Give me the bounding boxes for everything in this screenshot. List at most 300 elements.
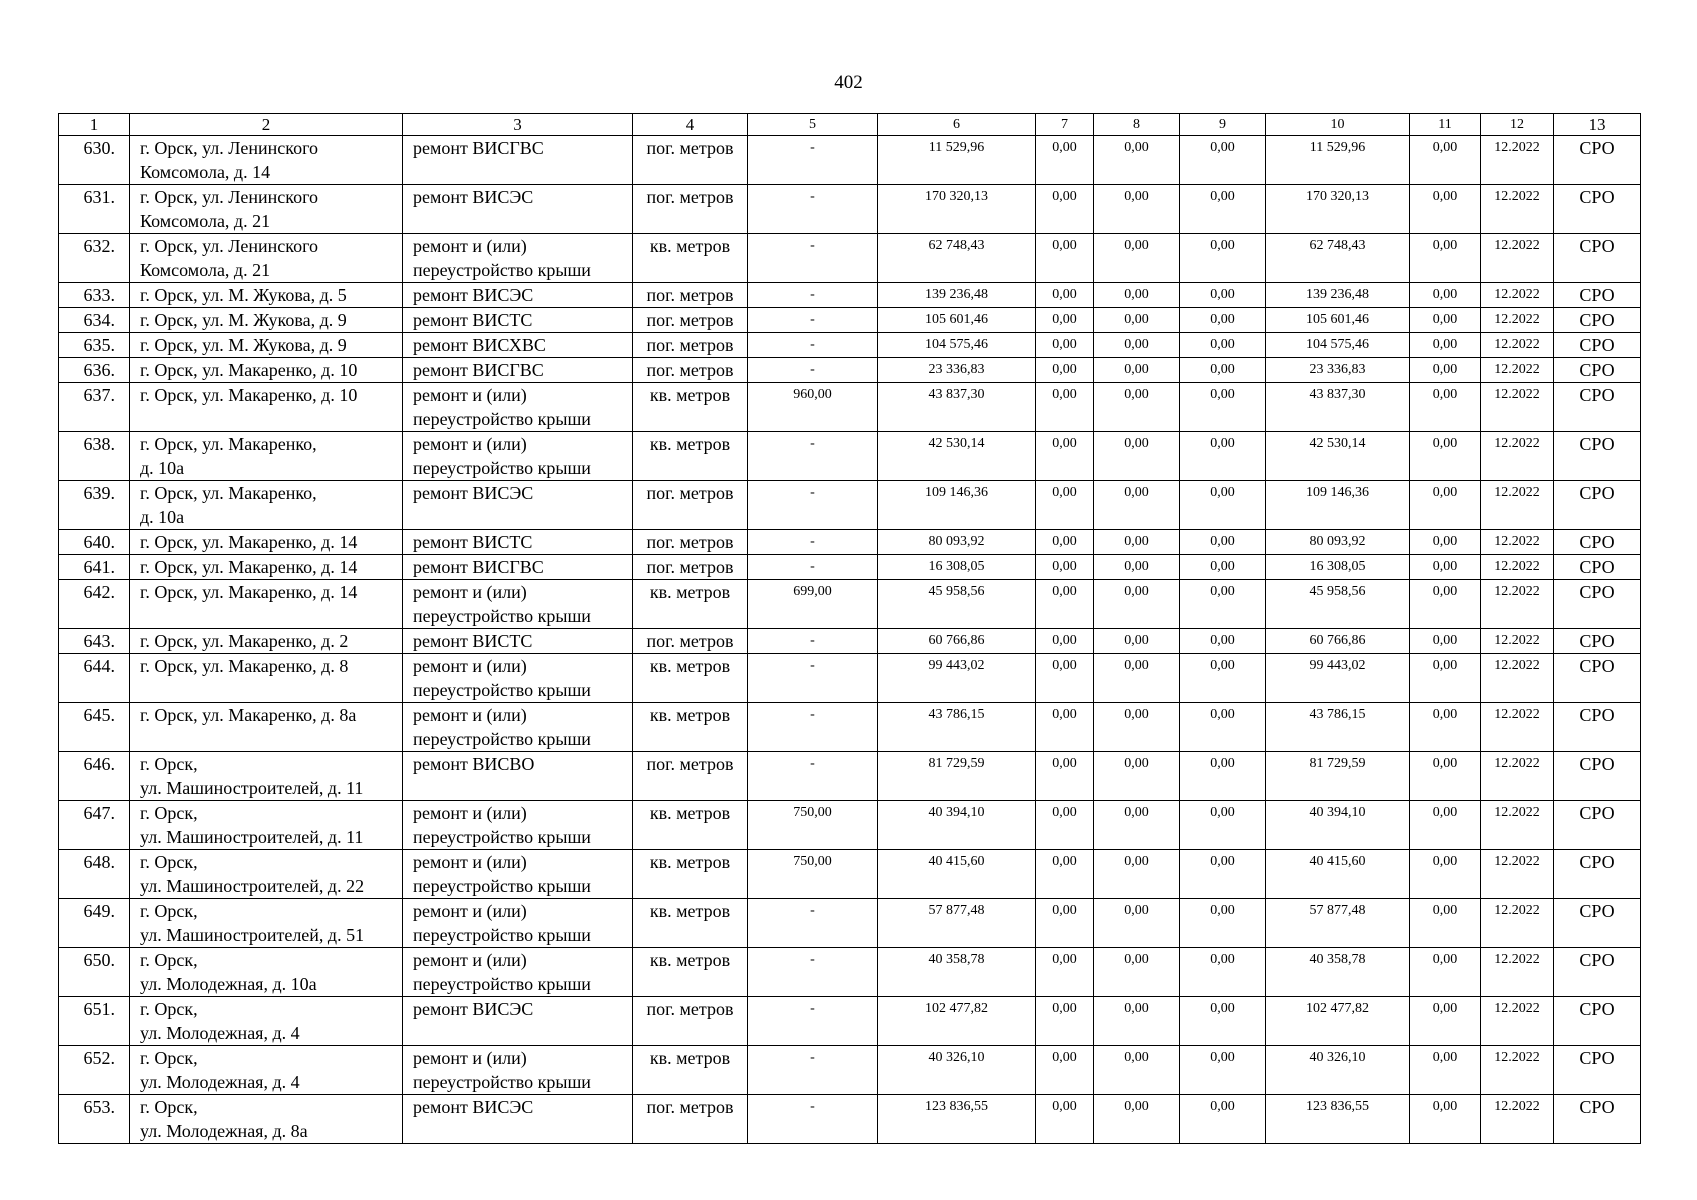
header-cell: 10 xyxy=(1266,114,1410,136)
total-cost-cell: 40 415,60 xyxy=(878,850,1036,899)
owner-funds-cell: 139 236,48 xyxy=(1266,283,1410,308)
work-type-line: ремонт и (или) xyxy=(413,950,527,970)
unit-cell: кв. метров xyxy=(633,899,748,948)
cost-cell: 0,00 xyxy=(1036,580,1094,629)
owner-funds-cell: 40 326,10 xyxy=(1266,1046,1410,1095)
address-line: г. Орск, xyxy=(140,901,198,921)
row-number-cell: 633. xyxy=(59,283,130,308)
unit-cell: пог. метров xyxy=(633,136,748,185)
cost-cell: 0,00 xyxy=(1094,333,1180,358)
address-line: г. Орск, ул. Ленинского xyxy=(140,138,319,158)
owner-funds-cell: 45 958,56 xyxy=(1266,580,1410,629)
work-type-line: ремонт и (или) xyxy=(413,1048,527,1068)
unit-cell: пог. метров xyxy=(633,629,748,654)
deadline-cell: 12.2022 xyxy=(1481,234,1554,283)
work-type-cell xyxy=(403,136,633,185)
method-cell: СРО xyxy=(1554,1046,1641,1095)
work-type-cell xyxy=(403,185,633,234)
header-cell: 2 xyxy=(130,114,403,136)
cost-cell: 0,00 xyxy=(1036,358,1094,383)
address-cell xyxy=(130,703,403,752)
header-cell: 4 xyxy=(633,114,748,136)
work-type-line: ремонт ВИСЭС xyxy=(413,285,534,305)
address-line: г. Орск, xyxy=(140,1048,198,1068)
table-row xyxy=(59,801,1641,850)
total-cost-cell: 62 748,43 xyxy=(878,234,1036,283)
volume-cell: - xyxy=(748,555,878,580)
method-cell: СРО xyxy=(1554,432,1641,481)
address-cell xyxy=(130,555,403,580)
unit-cell: пог. метров xyxy=(633,1095,748,1144)
cost-cell: 0,00 xyxy=(1036,530,1094,555)
page-number: 402 xyxy=(834,72,863,93)
address-cell xyxy=(130,530,403,555)
method-cell: СРО xyxy=(1554,654,1641,703)
total-cost-cell: 40 394,10 xyxy=(878,801,1036,850)
row-number-cell: 641. xyxy=(59,555,130,580)
address-cell xyxy=(130,997,403,1046)
deadline-cell: 12.2022 xyxy=(1481,530,1554,555)
cost-cell: 0,00 xyxy=(1180,308,1266,333)
cost-cell: 0,00 xyxy=(1094,752,1180,801)
volume-cell: - xyxy=(748,234,878,283)
cost-cell: 0,00 xyxy=(1410,1095,1481,1144)
cost-cell: 0,00 xyxy=(1036,899,1094,948)
total-cost-cell: 123 836,55 xyxy=(878,1095,1036,1144)
address-line: г. Орск, ул. М. Жукова, д. 9 xyxy=(140,310,347,330)
deadline-cell: 12.2022 xyxy=(1481,801,1554,850)
work-type-line: ремонт и (или) xyxy=(413,434,527,454)
volume-cell: - xyxy=(748,308,878,333)
method-cell: СРО xyxy=(1554,629,1641,654)
cost-cell: 0,00 xyxy=(1094,185,1180,234)
row-number-cell: 650. xyxy=(59,948,130,997)
cost-cell: 0,00 xyxy=(1036,333,1094,358)
row-number-cell: 636. xyxy=(59,358,130,383)
method-cell: СРО xyxy=(1554,530,1641,555)
volume-cell: 960,00 xyxy=(748,383,878,432)
cost-cell: 0,00 xyxy=(1036,752,1094,801)
cost-cell: 0,00 xyxy=(1410,136,1481,185)
work-type-cell xyxy=(403,432,633,481)
work-type-line: переустройство крыши xyxy=(413,729,591,749)
cost-cell: 0,00 xyxy=(1180,283,1266,308)
method-cell: СРО xyxy=(1554,580,1641,629)
cost-cell: 0,00 xyxy=(1180,530,1266,555)
owner-funds-cell: 170 320,13 xyxy=(1266,185,1410,234)
address-line: г. Орск, xyxy=(140,852,198,872)
cost-cell: 0,00 xyxy=(1410,234,1481,283)
work-type-cell xyxy=(403,481,633,530)
volume-cell: - xyxy=(748,283,878,308)
owner-funds-cell: 40 358,78 xyxy=(1266,948,1410,997)
cost-cell: 0,00 xyxy=(1180,1095,1266,1144)
cost-cell: 0,00 xyxy=(1036,997,1094,1046)
cost-cell: 0,00 xyxy=(1180,752,1266,801)
work-type-cell xyxy=(403,530,633,555)
cost-cell: 0,00 xyxy=(1410,997,1481,1046)
table-row xyxy=(59,899,1641,948)
address-line: г. Орск, ул. Макаренко, д. 10 xyxy=(140,360,358,380)
table-row xyxy=(59,481,1641,530)
deadline-cell: 12.2022 xyxy=(1481,185,1554,234)
unit-cell: пог. метров xyxy=(633,185,748,234)
work-type-line: ремонт ВИСТС xyxy=(413,310,533,330)
work-type-cell xyxy=(403,629,633,654)
address-cell xyxy=(130,432,403,481)
row-number-cell: 653. xyxy=(59,1095,130,1144)
cost-cell: 0,00 xyxy=(1180,654,1266,703)
address-line: г. Орск, ул. Макаренко, xyxy=(140,483,317,503)
total-cost-cell: 43 786,15 xyxy=(878,703,1036,752)
cost-cell: 0,00 xyxy=(1180,997,1266,1046)
total-cost-cell: 104 575,46 xyxy=(878,333,1036,358)
total-cost-cell: 60 766,86 xyxy=(878,629,1036,654)
table-row xyxy=(59,703,1641,752)
cost-cell: 0,00 xyxy=(1180,629,1266,654)
method-cell: СРО xyxy=(1554,752,1641,801)
row-number-cell: 632. xyxy=(59,234,130,283)
owner-funds-cell: 109 146,36 xyxy=(1266,481,1410,530)
method-cell: СРО xyxy=(1554,383,1641,432)
row-number-cell: 644. xyxy=(59,654,130,703)
cost-cell: 0,00 xyxy=(1410,358,1481,383)
table-row xyxy=(59,234,1641,283)
deadline-cell: 12.2022 xyxy=(1481,850,1554,899)
work-type-line: ремонт ВИСВО xyxy=(413,754,535,774)
address-cell xyxy=(130,801,403,850)
deadline-cell: 12.2022 xyxy=(1481,333,1554,358)
cost-cell: 0,00 xyxy=(1410,801,1481,850)
address-line: г. Орск, ул. Макаренко, д. 14 xyxy=(140,532,358,552)
work-type-cell xyxy=(403,308,633,333)
work-type-line: переустройство крыши xyxy=(413,409,591,429)
work-type-line: переустройство крыши xyxy=(413,680,591,700)
cost-cell: 0,00 xyxy=(1180,899,1266,948)
row-number-cell: 637. xyxy=(59,383,130,432)
work-type-line: ремонт ВИСГВС xyxy=(413,138,544,158)
unit-cell: кв. метров xyxy=(633,580,748,629)
method-cell: СРО xyxy=(1554,358,1641,383)
method-cell: СРО xyxy=(1554,333,1641,358)
address-line: ул. Молодежная, д. 8а xyxy=(140,1121,308,1141)
volume-cell: - xyxy=(748,654,878,703)
total-cost-cell: 57 877,48 xyxy=(878,899,1036,948)
address-line: Комсомола, д. 21 xyxy=(140,260,271,280)
cost-cell: 0,00 xyxy=(1180,703,1266,752)
address-cell xyxy=(130,234,403,283)
unit-cell: пог. метров xyxy=(633,358,748,383)
work-type-line: ремонт ВИСЭС xyxy=(413,999,534,1019)
method-cell: СРО xyxy=(1554,185,1641,234)
work-type-line: переустройство крыши xyxy=(413,974,591,994)
cost-cell: 0,00 xyxy=(1094,1046,1180,1095)
work-type-cell xyxy=(403,703,633,752)
method-cell: СРО xyxy=(1554,283,1641,308)
cost-cell: 0,00 xyxy=(1094,899,1180,948)
owner-funds-cell: 23 336,83 xyxy=(1266,358,1410,383)
cost-cell: 0,00 xyxy=(1036,1095,1094,1144)
address-cell xyxy=(130,948,403,997)
table-row xyxy=(59,432,1641,481)
deadline-cell: 12.2022 xyxy=(1481,283,1554,308)
volume-cell: - xyxy=(748,136,878,185)
row-number-cell: 645. xyxy=(59,703,130,752)
owner-funds-cell: 43 786,15 xyxy=(1266,703,1410,752)
total-cost-cell: 45 958,56 xyxy=(878,580,1036,629)
owner-funds-cell: 60 766,86 xyxy=(1266,629,1410,654)
work-type-line: ремонт ВИСГВС xyxy=(413,557,544,577)
unit-cell: кв. метров xyxy=(633,850,748,899)
unit-cell: пог. метров xyxy=(633,283,748,308)
work-type-line: ремонт и (или) xyxy=(413,385,527,405)
volume-cell: - xyxy=(748,703,878,752)
volume-cell: 699,00 xyxy=(748,580,878,629)
table-row xyxy=(59,358,1641,383)
table-row xyxy=(59,850,1641,899)
cost-cell: 0,00 xyxy=(1410,481,1481,530)
table-row xyxy=(59,308,1641,333)
cost-cell: 0,00 xyxy=(1410,703,1481,752)
cost-cell: 0,00 xyxy=(1036,308,1094,333)
cost-cell: 0,00 xyxy=(1180,481,1266,530)
address-line: г. Орск, ул. Ленинского xyxy=(140,236,319,256)
header-cell: 6 xyxy=(878,114,1036,136)
work-type-line: переустройство крыши xyxy=(413,876,591,896)
table-row xyxy=(59,530,1641,555)
total-cost-cell: 105 601,46 xyxy=(878,308,1036,333)
owner-funds-cell: 81 729,59 xyxy=(1266,752,1410,801)
work-type-line: переустройство крыши xyxy=(413,1072,591,1092)
cost-cell: 0,00 xyxy=(1180,801,1266,850)
address-line: ул. Молодежная, д. 4 xyxy=(140,1023,300,1043)
owner-funds-cell: 42 530,14 xyxy=(1266,432,1410,481)
cost-cell: 0,00 xyxy=(1036,136,1094,185)
total-cost-cell: 109 146,36 xyxy=(878,481,1036,530)
work-type-line: ремонт ВИСЭС xyxy=(413,187,534,207)
volume-cell: - xyxy=(748,185,878,234)
cost-cell: 0,00 xyxy=(1180,555,1266,580)
cost-cell: 0,00 xyxy=(1036,283,1094,308)
unit-cell: кв. метров xyxy=(633,432,748,481)
cost-cell: 0,00 xyxy=(1410,333,1481,358)
owner-funds-cell: 80 093,92 xyxy=(1266,530,1410,555)
unit-cell: кв. метров xyxy=(633,383,748,432)
row-number-cell: 638. xyxy=(59,432,130,481)
unit-cell: кв. метров xyxy=(633,1046,748,1095)
address-cell xyxy=(130,283,403,308)
work-type-line: ремонт и (или) xyxy=(413,656,527,676)
row-number-cell: 635. xyxy=(59,333,130,358)
work-type-cell xyxy=(403,555,633,580)
cost-cell: 0,00 xyxy=(1410,654,1481,703)
cost-cell: 0,00 xyxy=(1094,530,1180,555)
address-cell xyxy=(130,580,403,629)
cost-cell: 0,00 xyxy=(1094,136,1180,185)
total-cost-cell: 23 336,83 xyxy=(878,358,1036,383)
work-type-line: переустройство крыши xyxy=(413,260,591,280)
cost-cell: 0,00 xyxy=(1036,703,1094,752)
address-cell xyxy=(130,850,403,899)
header-cell: 12 xyxy=(1481,114,1554,136)
cost-cell: 0,00 xyxy=(1094,283,1180,308)
address-cell xyxy=(130,629,403,654)
total-cost-cell: 43 837,30 xyxy=(878,383,1036,432)
cost-cell: 0,00 xyxy=(1180,1046,1266,1095)
address-line: Комсомола, д. 14 xyxy=(140,162,271,182)
header-cell: 11 xyxy=(1410,114,1481,136)
owner-funds-cell: 62 748,43 xyxy=(1266,234,1410,283)
row-number-cell: 648. xyxy=(59,850,130,899)
work-type-line: ремонт ВИСХВС xyxy=(413,335,546,355)
header-cell: 1 xyxy=(59,114,130,136)
method-cell: СРО xyxy=(1554,136,1641,185)
unit-cell: пог. метров xyxy=(633,530,748,555)
method-cell: СРО xyxy=(1554,948,1641,997)
volume-cell: - xyxy=(748,1095,878,1144)
cost-cell: 0,00 xyxy=(1036,948,1094,997)
total-cost-cell: 11 529,96 xyxy=(878,136,1036,185)
address-cell xyxy=(130,358,403,383)
work-type-line: ремонт и (или) xyxy=(413,852,527,872)
table-row xyxy=(59,752,1641,801)
work-type-line: ремонт ВИСТС xyxy=(413,631,533,651)
unit-cell: пог. метров xyxy=(633,555,748,580)
work-type-line: ремонт и (или) xyxy=(413,236,527,256)
work-type-cell xyxy=(403,383,633,432)
method-cell: СРО xyxy=(1554,1095,1641,1144)
cost-cell: 0,00 xyxy=(1410,185,1481,234)
address-line: ул. Молодежная, д. 4 xyxy=(140,1072,300,1092)
volume-cell: - xyxy=(748,530,878,555)
table-row xyxy=(59,997,1641,1046)
work-type-line: ремонт ВИСГВС xyxy=(413,360,544,380)
cost-cell: 0,00 xyxy=(1036,481,1094,530)
address-line: г. Орск, ул. Макаренко, д. 10 xyxy=(140,385,358,405)
cost-cell: 0,00 xyxy=(1094,801,1180,850)
work-type-cell xyxy=(403,580,633,629)
method-cell: СРО xyxy=(1554,481,1641,530)
method-cell: СРО xyxy=(1554,997,1641,1046)
unit-cell: кв. метров xyxy=(633,948,748,997)
owner-funds-cell: 105 601,46 xyxy=(1266,308,1410,333)
work-type-cell xyxy=(403,358,633,383)
address-cell xyxy=(130,383,403,432)
cost-cell: 0,00 xyxy=(1410,850,1481,899)
table-body xyxy=(59,114,1641,1144)
deadline-cell: 12.2022 xyxy=(1481,997,1554,1046)
deadline-cell: 12.2022 xyxy=(1481,555,1554,580)
cost-cell: 0,00 xyxy=(1036,555,1094,580)
work-type-cell xyxy=(403,948,633,997)
cost-cell: 0,00 xyxy=(1094,629,1180,654)
work-type-line: переустройство крыши xyxy=(413,458,591,478)
address-line: г. Орск, xyxy=(140,999,198,1019)
cost-cell: 0,00 xyxy=(1036,1046,1094,1095)
cost-cell: 0,00 xyxy=(1036,629,1094,654)
address-line: ул. Машиностроителей, д. 51 xyxy=(140,925,365,945)
cost-cell: 0,00 xyxy=(1180,580,1266,629)
owner-funds-cell: 43 837,30 xyxy=(1266,383,1410,432)
cost-cell: 0,00 xyxy=(1094,948,1180,997)
work-type-line: ремонт ВИСЭС xyxy=(413,1097,534,1117)
unit-cell: пог. метров xyxy=(633,481,748,530)
cost-cell: 0,00 xyxy=(1180,136,1266,185)
table-row xyxy=(59,948,1641,997)
address-cell xyxy=(130,185,403,234)
address-cell xyxy=(130,481,403,530)
cost-cell: 0,00 xyxy=(1094,383,1180,432)
address-cell xyxy=(130,752,403,801)
unit-cell: кв. метров xyxy=(633,801,748,850)
cost-cell: 0,00 xyxy=(1094,358,1180,383)
row-number-cell: 630. xyxy=(59,136,130,185)
work-type-line: переустройство крыши xyxy=(413,925,591,945)
work-type-cell xyxy=(403,234,633,283)
address-line: г. Орск, xyxy=(140,1097,198,1117)
address-cell xyxy=(130,308,403,333)
owner-funds-cell: 40 415,60 xyxy=(1266,850,1410,899)
address-line: г. Орск, ул. М. Жукова, д. 9 xyxy=(140,335,347,355)
address-cell xyxy=(130,333,403,358)
cost-cell: 0,00 xyxy=(1180,234,1266,283)
deadline-cell: 12.2022 xyxy=(1481,308,1554,333)
volume-cell: 750,00 xyxy=(748,801,878,850)
address-line: г. Орск, ул. Макаренко, д. 14 xyxy=(140,557,358,577)
work-type-cell xyxy=(403,850,633,899)
cost-cell: 0,00 xyxy=(1410,308,1481,333)
volume-cell: - xyxy=(748,997,878,1046)
cost-cell: 0,00 xyxy=(1410,383,1481,432)
volume-cell: - xyxy=(748,948,878,997)
row-number-cell: 631. xyxy=(59,185,130,234)
method-cell: СРО xyxy=(1554,308,1641,333)
address-line: г. Орск, xyxy=(140,950,198,970)
cost-cell: 0,00 xyxy=(1094,703,1180,752)
row-number-cell: 651. xyxy=(59,997,130,1046)
table-row xyxy=(59,555,1641,580)
cost-cell: 0,00 xyxy=(1036,801,1094,850)
cost-cell: 0,00 xyxy=(1180,383,1266,432)
work-type-cell xyxy=(403,1046,633,1095)
unit-cell: пог. метров xyxy=(633,333,748,358)
address-line: г. Орск, ул. Макаренко, д. 2 xyxy=(140,631,349,651)
header-cell: 8 xyxy=(1094,114,1180,136)
header-cell: 5 xyxy=(748,114,878,136)
total-cost-cell: 40 358,78 xyxy=(878,948,1036,997)
row-number-cell: 652. xyxy=(59,1046,130,1095)
cost-cell: 0,00 xyxy=(1094,308,1180,333)
cost-cell: 0,00 xyxy=(1036,654,1094,703)
cost-cell: 0,00 xyxy=(1180,333,1266,358)
row-number-cell: 647. xyxy=(59,801,130,850)
total-cost-cell: 102 477,82 xyxy=(878,997,1036,1046)
volume-cell: - xyxy=(748,432,878,481)
address-cell xyxy=(130,136,403,185)
cost-cell: 0,00 xyxy=(1036,383,1094,432)
work-type-cell xyxy=(403,654,633,703)
work-type-line: ремонт и (или) xyxy=(413,803,527,823)
work-type-cell xyxy=(403,333,633,358)
volume-cell: - xyxy=(748,333,878,358)
deadline-cell: 12.2022 xyxy=(1481,654,1554,703)
volume-cell: - xyxy=(748,752,878,801)
work-type-cell xyxy=(403,997,633,1046)
address-line: д. 10а xyxy=(140,507,185,527)
table-row xyxy=(59,383,1641,432)
header-row xyxy=(59,114,1641,136)
work-type-cell xyxy=(403,283,633,308)
